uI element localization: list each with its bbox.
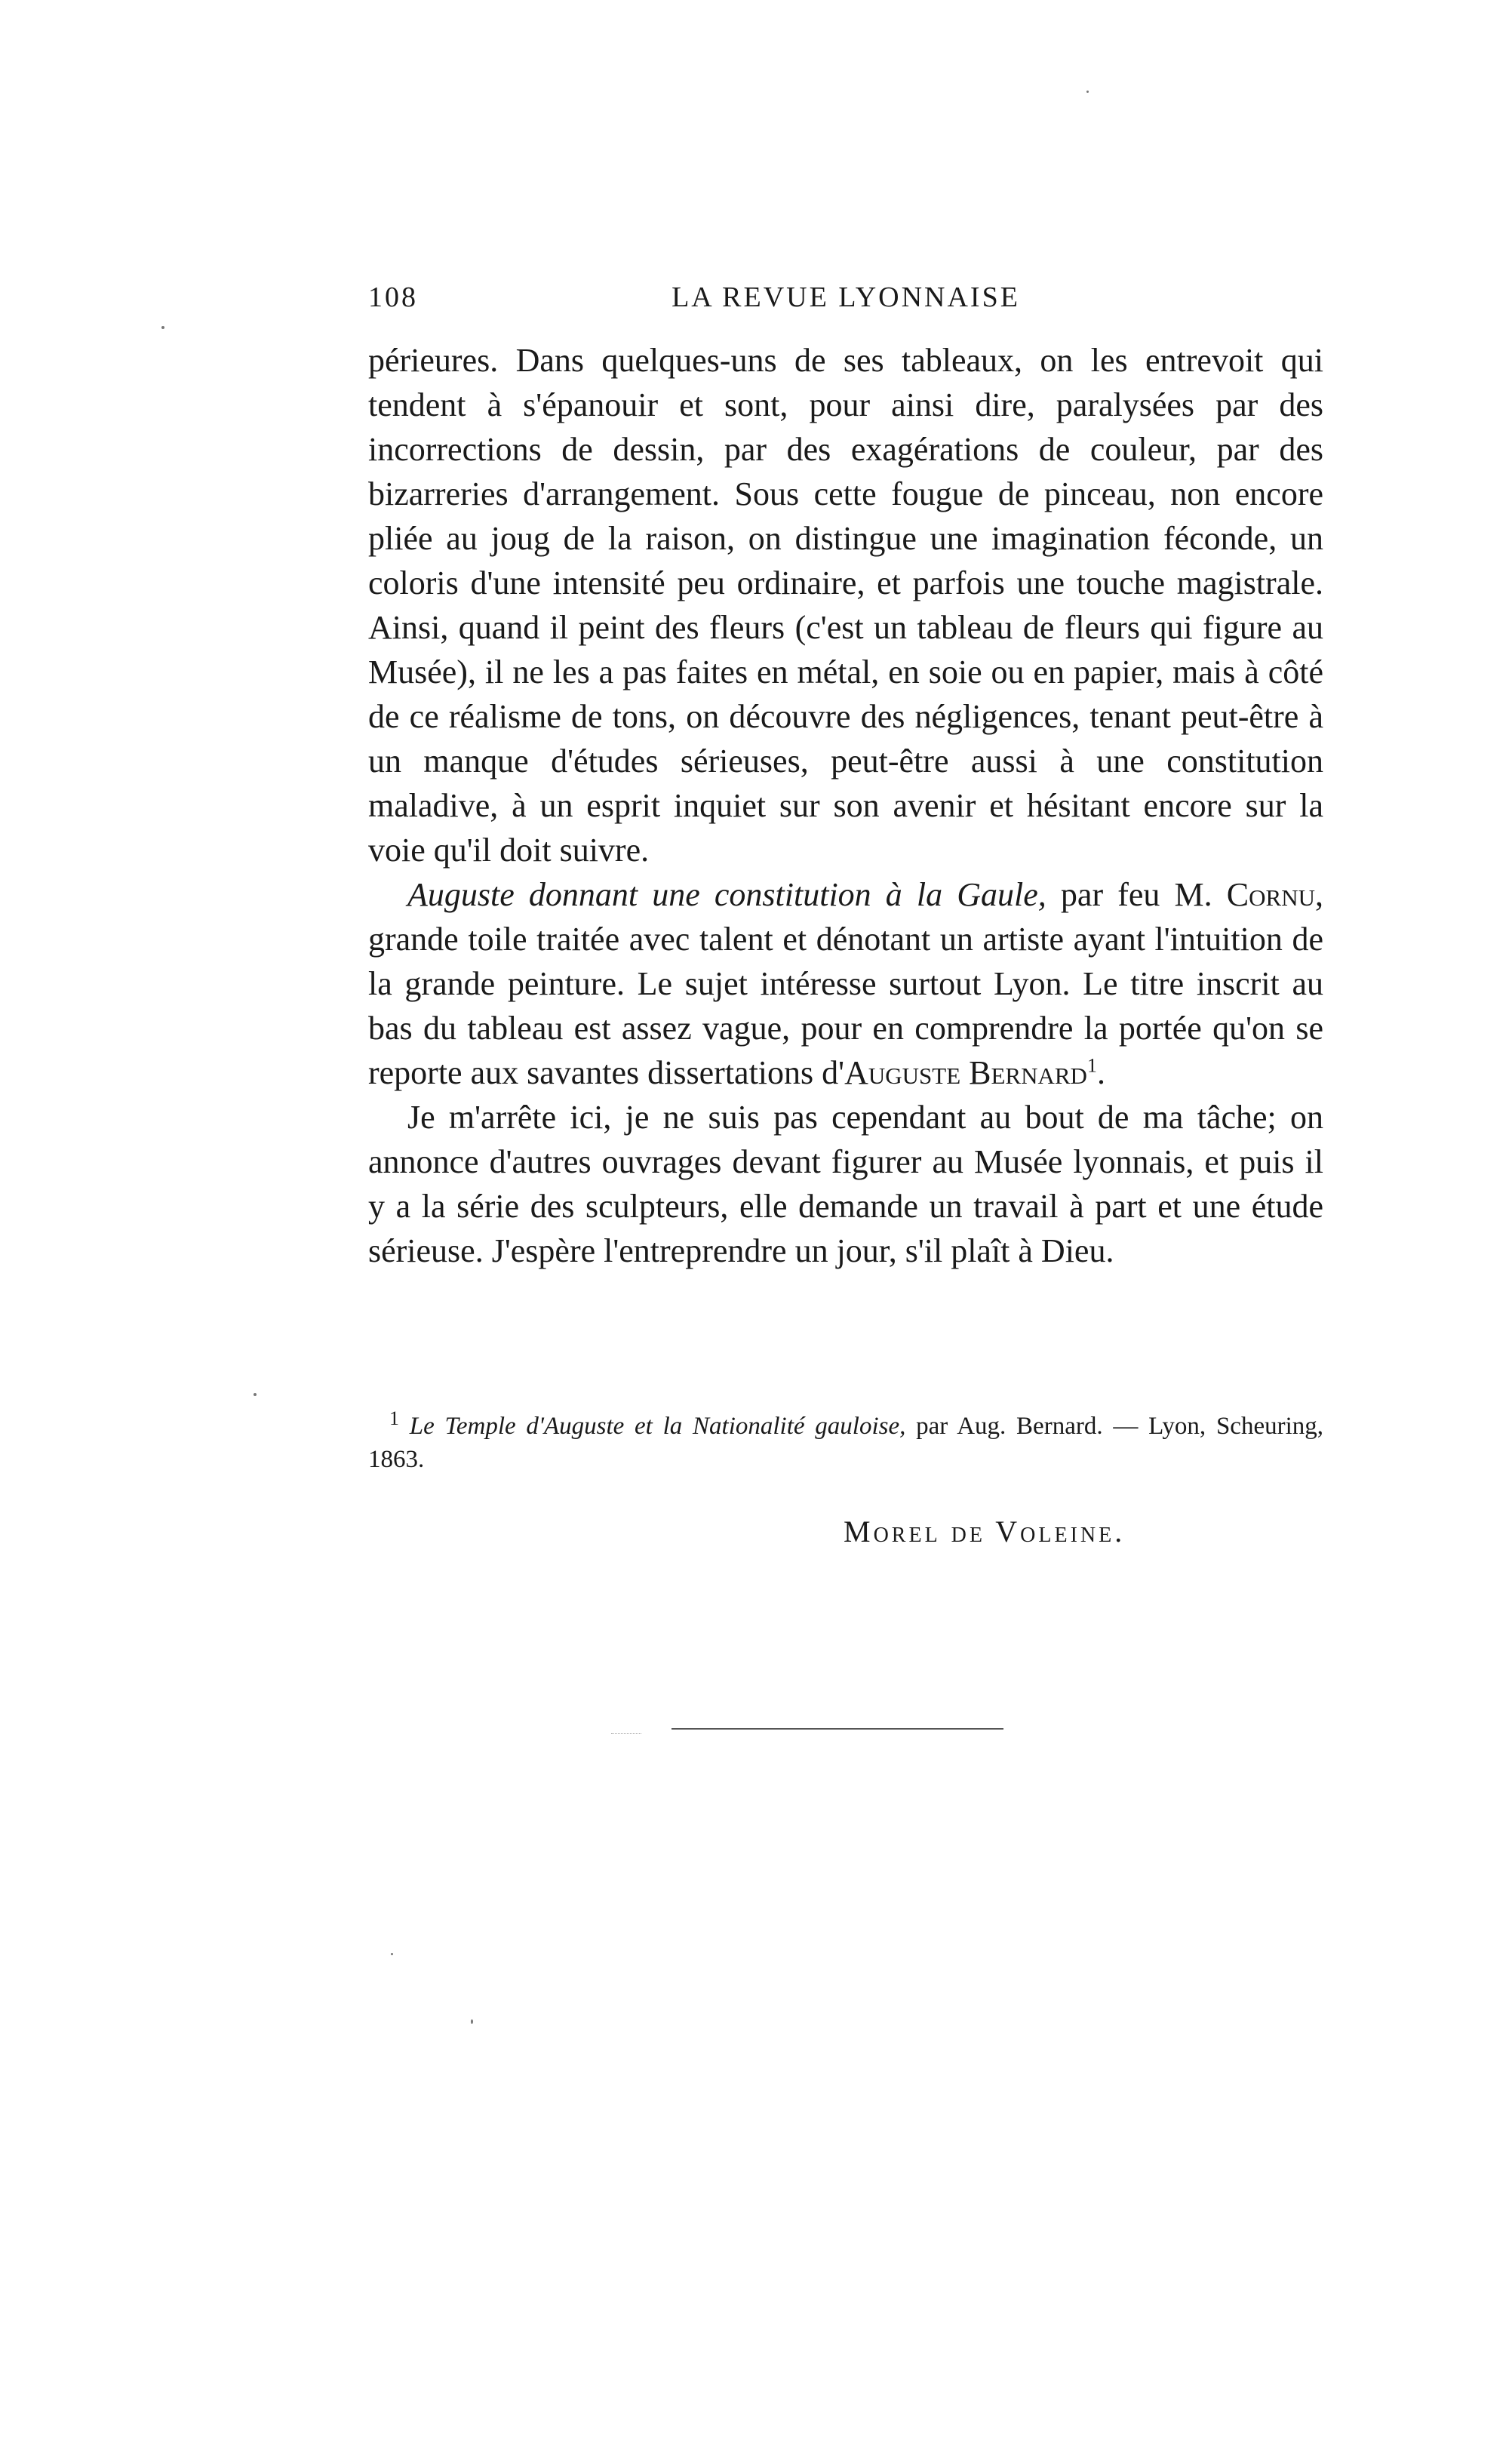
footnote-title: Le Temple d'Auguste et la Nationalité gauloise, xyxy=(409,1413,906,1440)
cited-author: Auguste Bernard xyxy=(844,1054,1087,1091)
footnote-reference[interactable]: 1 xyxy=(1086,1054,1097,1077)
footnote-text: par Aug. Bernard. — Lyon, Scheuring, 1863. xyxy=(368,1413,1323,1473)
paragraph-3: Je m'arrête ici, je ne suis pas cependant au bout de ma tâche; on annonce d'autres ouvrages devant figurer au Musée lyonnais, et puis il y a la série des sculpteurs, elle demande un travail à part et une étude sérieuse. J'espère l'entreprendre un jour, s'il plaît à Dieu. xyxy=(368,1099,1323,1269)
page-number: 108 xyxy=(368,281,418,313)
paragraph-2-end: . xyxy=(1096,1054,1105,1091)
scan-speck xyxy=(1086,91,1089,93)
paragraph-2-by: par feu M. xyxy=(1046,876,1227,913)
paragraph-2 xyxy=(368,872,1323,1095)
painting-title: Auguste donnant une constitution à la Gaule, xyxy=(407,876,1046,913)
closing-rule-fragment xyxy=(611,1733,641,1734)
scan-speck xyxy=(161,326,164,329)
footnote-marker: 1 xyxy=(389,1407,399,1429)
paragraph-2-text: , grande toile traitée avec talent et dénotant un artiste ayant l'intuition de la grande peinture. Le sujet intéresse surtout Lyon. Le titre inscrit au bas du tableau est assez vague, pour en comprendre la portée qu'on se reporte aux savantes dissertations d' xyxy=(368,876,1323,1091)
paragraph-1: périeures. Dans quelques-uns de ses tableaux, on les entrevoit qui tendent à s'épanouir et sont, pour ainsi dire, paralysées par des incorrections de dessin, par des exagérations de couleur, par des bizarreries d'arrangement. Sous cette fougue de pinceau, non encore pliée au joug de la raison, on distingue une imagination féconde, un coloris d'une intensité peu ordinaire, et parfois une touche magistrale. Ainsi, quand il peint des fleurs (c'est un tableau de fleurs qui figure au Musée), il ne les a pas faites en métal, en soie ou en papier, mais à côté de ce réalisme de tons, on découvre des négligences, tenant peut-être à un manque d'études sérieuses, peut-être aussi à une constitution maladive, à un esprit inquiet sur son avenir et hésitant encore sur la voie qu'il doit suivre. xyxy=(368,342,1323,869)
running-title: LA REVUE LYONNAISE xyxy=(671,281,1020,313)
body-text xyxy=(368,338,1323,1273)
scan-speck xyxy=(254,1393,257,1396)
author-signature: Morel de Voleine. xyxy=(844,1515,1126,1548)
artist-name: Cornu xyxy=(1226,876,1315,913)
closing-rule xyxy=(671,1728,1003,1730)
page-header xyxy=(368,281,1323,326)
scan-speck xyxy=(391,1953,393,1955)
footnote xyxy=(368,1407,1323,1476)
scan-speck xyxy=(471,2019,473,2024)
